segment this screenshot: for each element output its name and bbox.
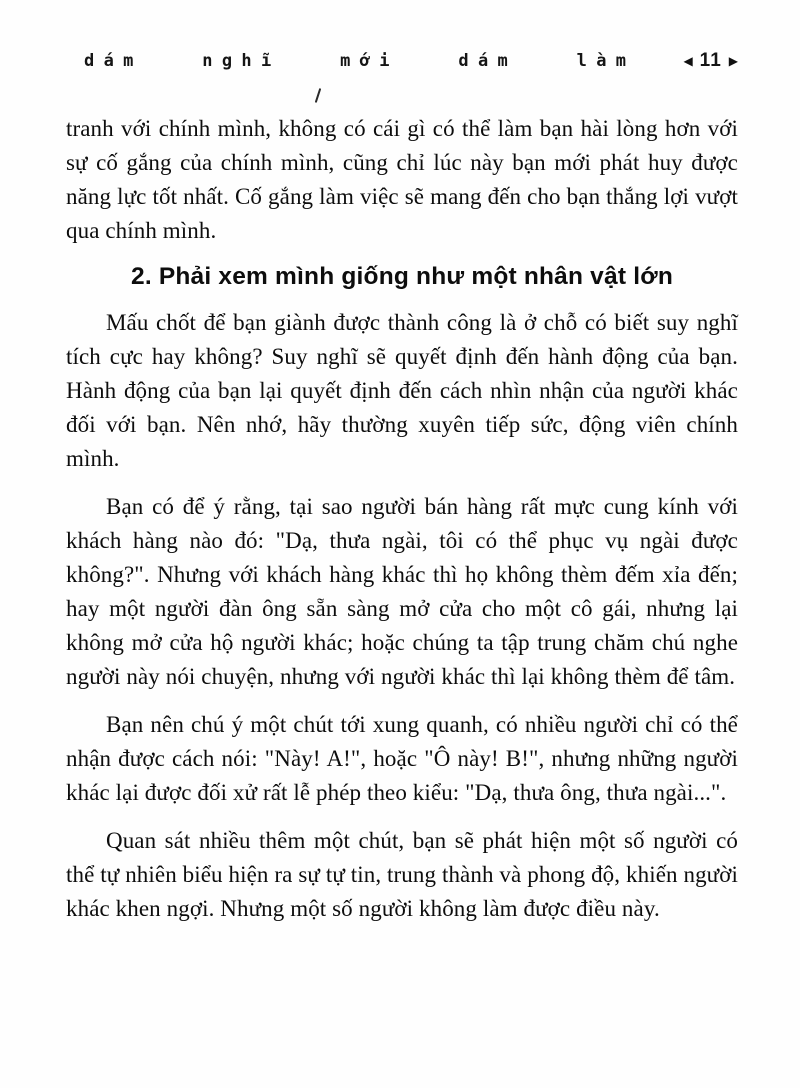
right-arrow-icon: ▶: [728, 54, 738, 68]
body-paragraph: Mấu chốt để bạn giành được thành công là ở chỗ có biết suy nghĩ tích cực hay không? Suy nghĩ sẽ quyết định đến hành động của bạn. Hành động của bạn lại quyết định đến cách nhìn nhận của người khác đối với bạn. Nên nhớ, hãy thường xuyên tiếp sức, động viên chính mình.: [66, 310, 738, 471]
running-header: [84, 0, 738, 72]
body-paragraph: Bạn có để ý rằng, tại sao người bán hàng rất mực cung kính với khách hàng nào đó: "Dạ, thưa ngài, tôi có thể phục vụ ngài được không?". Nhưng với khách hàng khác thì họ không thèm đếm xỉa đến; hay một người đàn ông sẵn sàng mở cửa cho một cô gái, nhưng lại không mở cửa hộ người khác; hoặc chúng ta tập trung chăm chú nghe người này nói chuyện, nhưng với người khác thì lại không thèm để tâm.: [66, 494, 738, 689]
page-number: 11: [699, 50, 722, 71]
scan-artifact-mark: [315, 88, 322, 103]
left-arrow-icon: ◀: [683, 54, 693, 68]
running-title-word: nghĩ: [202, 51, 281, 71]
page-indicator: [683, 50, 738, 72]
running-title-word: mới: [340, 51, 399, 71]
body-paragraph: Bạn nên chú ý một chút tới xung quanh, có nhiều người chỉ có thể nhận được cách nói: "Này! A!", hoặc "Ô này! B!", nhưng những người khác lại được đối xử rất lễ phép theo kiểu: "Dạ, thưa ông, thưa ngài...".: [66, 712, 738, 805]
running-title: [84, 51, 635, 71]
running-title-word: dám: [84, 51, 143, 71]
body-paragraph: tranh với chính mình, không có cái gì có thể làm bạn hài lòng hơn với sự cố gắng của chính mình, cũng chỉ lúc này bạn mới phát huy được năng lực tốt nhất. Cố gắng làm việc sẽ mang đến cho bạn thắng lợi vượt qua chính mình.: [66, 116, 738, 243]
page-content: [66, 112, 738, 926]
running-title-word: dám: [458, 51, 518, 71]
running-title-word: làm: [576, 51, 636, 71]
body-paragraph: Quan sát nhiều thêm một chút, bạn sẽ phát hiện một số người có thể tự nhiên biểu hiện ra sự tự tin, trung thành và phong độ, khiến người khác khen ngợi. Nhưng một số người không làm được điều này.: [66, 828, 738, 921]
section-heading: 2. Phải xem mình giống như một nhân vật lớn: [131, 263, 673, 290]
